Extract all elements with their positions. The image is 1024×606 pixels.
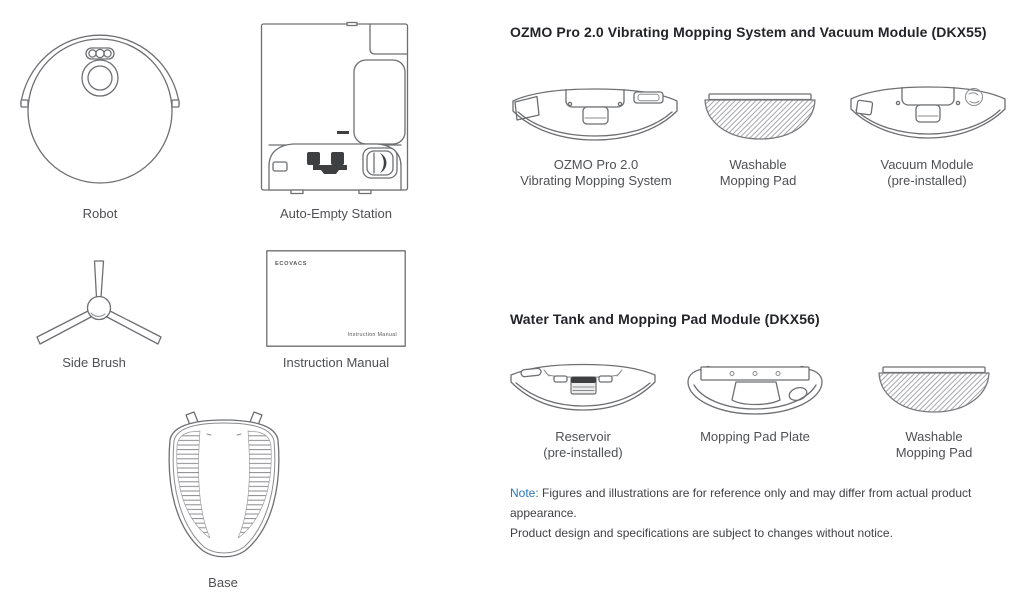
- side-brush-illustration: [33, 256, 163, 348]
- side-brush-icon: [33, 256, 163, 348]
- washable-pad-2-illustration: [876, 360, 992, 418]
- vacuum-module-icon: [848, 82, 1008, 148]
- washable-pad-1-illustration: [702, 87, 818, 145]
- mopping-pad-plate-illustration: [680, 358, 830, 420]
- mopping-pad-plate-icon: [680, 358, 830, 420]
- washable-pad-2-caption: Washable Mopping Pad: [895, 429, 973, 461]
- auto-empty-station-caption: Auto-Empty Station: [280, 206, 392, 221]
- note-line1: Figures and illustrations are for reference only and may differ from actual product appearance.: [510, 486, 972, 520]
- reservoir-caption: Reservoir (pre-installed): [543, 429, 623, 461]
- instruction-manual-icon: [266, 250, 406, 347]
- ozmo-module-icon: [510, 85, 682, 147]
- instruction-manual-caption: Instruction Manual: [282, 355, 390, 370]
- base-icon: [164, 398, 284, 570]
- base-caption: Base: [208, 575, 238, 590]
- vacuum-module-caption: Vacuum Module (pre-installed): [880, 157, 974, 189]
- washable-pad-1-caption: Washable Mopping Pad: [719, 157, 797, 189]
- manual-logo-text: ECOVACS: [275, 261, 308, 267]
- robot-illustration: [19, 12, 181, 200]
- side-brush-caption: Side Brush: [62, 355, 126, 370]
- note-line2: Product design and specifications are subject to changes without notice.: [510, 525, 893, 540]
- ozmo-module-illustration: [510, 85, 682, 147]
- vacuum-module-illustration: [848, 82, 1008, 148]
- mopping-pad-plate-caption: Mopping Pad Plate: [700, 429, 810, 444]
- robot-icon: [19, 12, 181, 200]
- manual-caption-text: Instruction Manual: [347, 332, 397, 338]
- auto-empty-station-icon: [259, 14, 411, 196]
- robot-caption: Robot: [82, 206, 118, 221]
- note-text: [510, 484, 1024, 543]
- instruction-manual-illustration: [266, 250, 406, 347]
- washable-pad-icon: [876, 360, 992, 418]
- base-illustration: [164, 398, 284, 570]
- washable-pad-icon: [702, 87, 818, 145]
- note-label: Note:: [510, 486, 539, 500]
- reservoir-icon: [508, 362, 658, 418]
- ozmo-module-caption: OZMO Pro 2.0 Vibrating Mopping System: [520, 157, 672, 189]
- section1-heading: OZMO Pro 2.0 Vibrating Mopping System and Vacuum Module (DKX55): [510, 24, 987, 40]
- section2-heading: Water Tank and Mopping Pad Module (DKX56): [510, 311, 820, 327]
- reservoir-illustration: [508, 362, 658, 418]
- auto-empty-station-illustration: [259, 14, 411, 196]
